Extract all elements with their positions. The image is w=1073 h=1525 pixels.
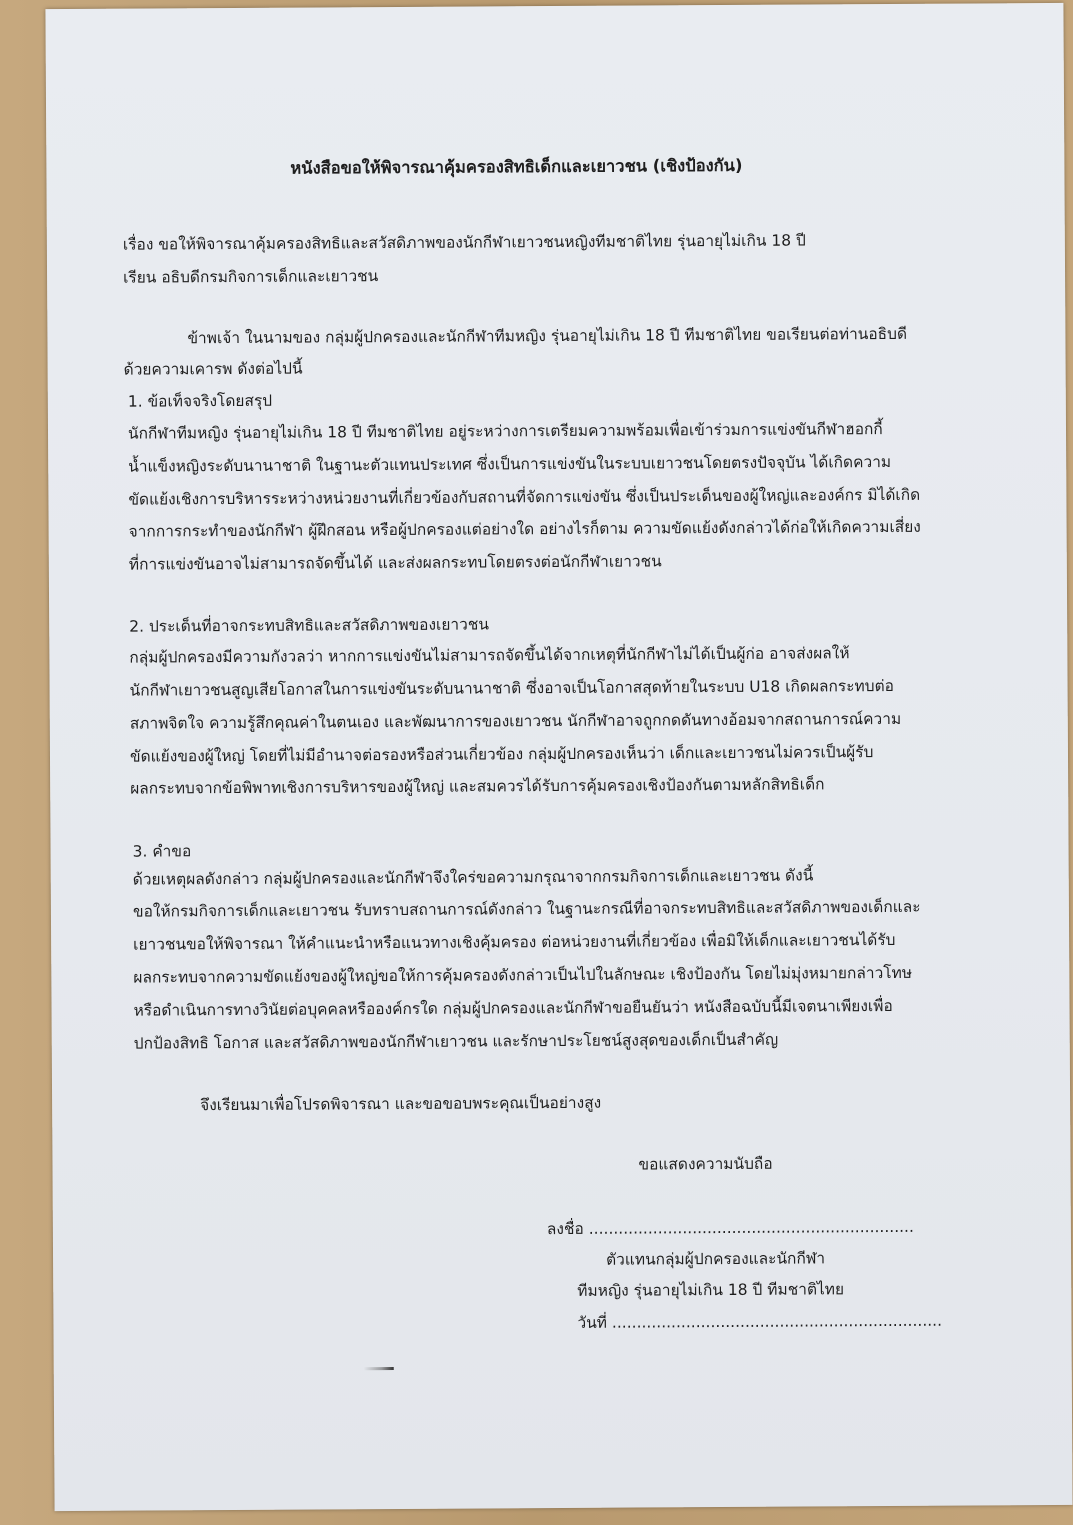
- signature-line: ลงชื่อ ..................................................................: [546, 1217, 914, 1239]
- paragraph-line: จากการกระทำของนักกีฬา ผู้ฝึกสอน หรือผู้ปกครองแต่อย่างใด อย่างไรก็ตาม ความขัดแย้งดังกล่าวได้ก่อให้เกิดความเสี่ยง: [128, 517, 921, 541]
- representative-line: ตัวแทนกลุ่มผู้ปกครองและนักกีฬา: [606, 1249, 826, 1269]
- paragraph-line: ด้วยเหตุผลดังกล่าว กลุ่มผู้ปกครองและนักกีฬาจึงใคร่ขอความกรุณาจากกรมกิจการเด็กและเยาวชน ดังนี้: [132, 866, 814, 889]
- paragraph-line: ผลกระทบจากข้อพิพาทเชิงการบริหารของผู้ใหญ่ และสมควรได้รับการคุ้มครองเชิงป้องกันตามหลักสิทธิเด็ก: [130, 775, 825, 798]
- paragraph-line: น้ำแข็งหญิงระดับนานาชาติ ในฐานะตัวแทนประเทศ ซึ่งเป็นการแข่งขันในระบบเยาวชนโดยตรงปัจจุบัน ได้เกิดความ: [128, 452, 892, 476]
- paragraph-line: ขัดแย้งของผู้ใหญ่ โดยที่ไม่มีอำนาจต่อรองหรือส่วนเกี่ยวข้อง กลุ่มผู้ปกครองเห็นว่า เด็กและเยาวชนไม่ควรเป็นผู้รับ: [129, 743, 874, 766]
- paragraph-line: ปกป้องสิทธิ โอกาส และสวัสดิภาพของนักกีฬาเยาวชน และรักษาประโยชน์สูงสุดของเด็กเป็นสำคัญ: [133, 1030, 779, 1053]
- section-heading: 2. ประเด็นที่อาจกระทบสิทธิและสวัสดิภาพของเยาวชน: [129, 615, 489, 636]
- paragraph-line: หรือดำเนินการทางวินัยต่อบุคคลหรือองค์กรใด กลุ่มผู้ปกครองและนักกีฬาขอยืนยันว่า หนังสือฉบับนี้มีเจตนาเพียงเพื่อ: [133, 996, 893, 1020]
- paragraph-line: สภาพจิตใจ ความรู้สึกคุณค่าในตนเอง และพัฒนาการของเยาวชน นักกีฬาอาจถูกกดดันทางอ้อมจากสถานการณ์ความ: [129, 709, 902, 733]
- representative-line: ทีมหญิง รุ่นอายุไม่เกิน 18 ปี ทีมชาติไทย: [577, 1280, 845, 1300]
- ink-speck: [364, 1367, 394, 1370]
- intro-line: ด้วยความเคารพ ดังต่อไปนี้: [123, 359, 303, 379]
- recipient-line: เรียน อธิบดีกรมกิจการเด็กและเยาวชน: [123, 267, 379, 287]
- paragraph-line: เยาวชนขอให้พิจารณา ให้คำแนะนำหรือแนวทางเชิงคุ้มครอง ต่อหน่วยงานที่เกี่ยวข้อง เพื่อมิให้เด็กและเยาวชนได้รับ: [133, 930, 896, 954]
- date-line: วันที่ ...................................................................: [577, 1311, 943, 1332]
- paragraph-line: นักกีฬาทีมหญิง รุ่นอายุไม่เกิน 18 ปี ทีมชาติไทย อยู่ระหว่างการเตรียมความพร้อมเพื่อเข้าร่วมการแข่งขันกีฬาฮอกกี้: [127, 420, 883, 443]
- paragraph-line: นักกีฬาเยาวชนสูญเสียโอกาสในการแข่งขันระดับนานาชาติ ซึ่งอาจเป็นโอกาสสุดท้ายในระบบ U18 เกิดผลกระทบต่อ: [129, 676, 895, 700]
- intro-line: ข้าพเจ้า ในนามของ กลุ่มผู้ปกครองและนักกีฬาทีมหญิง รุ่นอายุไม่เกิน 18 ปี ทีมชาติไทย ขอเรียนต่อท่านอธิบดี: [187, 324, 908, 348]
- document-title: หนังสือขอให้พิจารณาคุ้มครองสิทธิเด็กและเยาวชน (เชิงป้องกัน): [290, 155, 743, 178]
- section-heading: 3. คำขอ: [132, 842, 192, 861]
- paragraph-line: กลุ่มผู้ปกครองมีความกังวลว่า หากการแข่งขันไม่สามารถจัดขึ้นได้จากเหตุที่นักกีฬาไม่ได้เป็นผู้ก่อ อาจส่งผลให้: [129, 644, 850, 667]
- closing-line: จึงเรียนมาเพื่อโปรดพิจารณา และขอขอบพระคุณเป็นอย่างสูง: [200, 1093, 602, 1115]
- section-heading: 1. ข้อเท็จจริงโดยสรุป: [127, 391, 273, 411]
- paragraph-line: ที่การแข่งขันอาจไม่สามารถจัดขึ้นได้ และส่งผลกระทบโดยตรงต่อนักกีฬาเยาวชน: [128, 552, 662, 574]
- subject-line: เรื่อง ขอให้พิจารณาคุ้มครองสิทธิและสวัสดิภาพของนักกีฬาเยาวชนหญิงทีมชาติไทย รุ่นอายุไม่เกิน 18 ปี: [122, 231, 806, 254]
- paragraph-line: ขอให้กรมกิจการเด็กและเยาวชน รับทราบสถานการณ์ดังกล่าว ในฐานะกรณีที่อาจกระทบสิทธิและสวัสดิภาพของเด็กและ: [132, 897, 921, 921]
- paragraph-line: ผลกระทบจากความขัดแย้งของผู้ใหญ่ขอให้การคุ้มครองดังกล่าวเป็นไปในลักษณะ เชิงป้องกัน โดยไม่มุ่งหมายกล่าวโทษ: [133, 963, 913, 987]
- regards-line: ขอแสดงความนับถือ: [638, 1154, 773, 1174]
- paper-sheet: [45, 3, 1072, 1511]
- paragraph-line: ขัดแย้งเชิงการบริหารระหว่างหน่วยงานที่เกี่ยวข้องกับสถานที่จัดการแข่งขัน ซึ่งเป็นประเด็นของผู้ใหญ่และองค์กร มิได้เกิด: [128, 485, 921, 509]
